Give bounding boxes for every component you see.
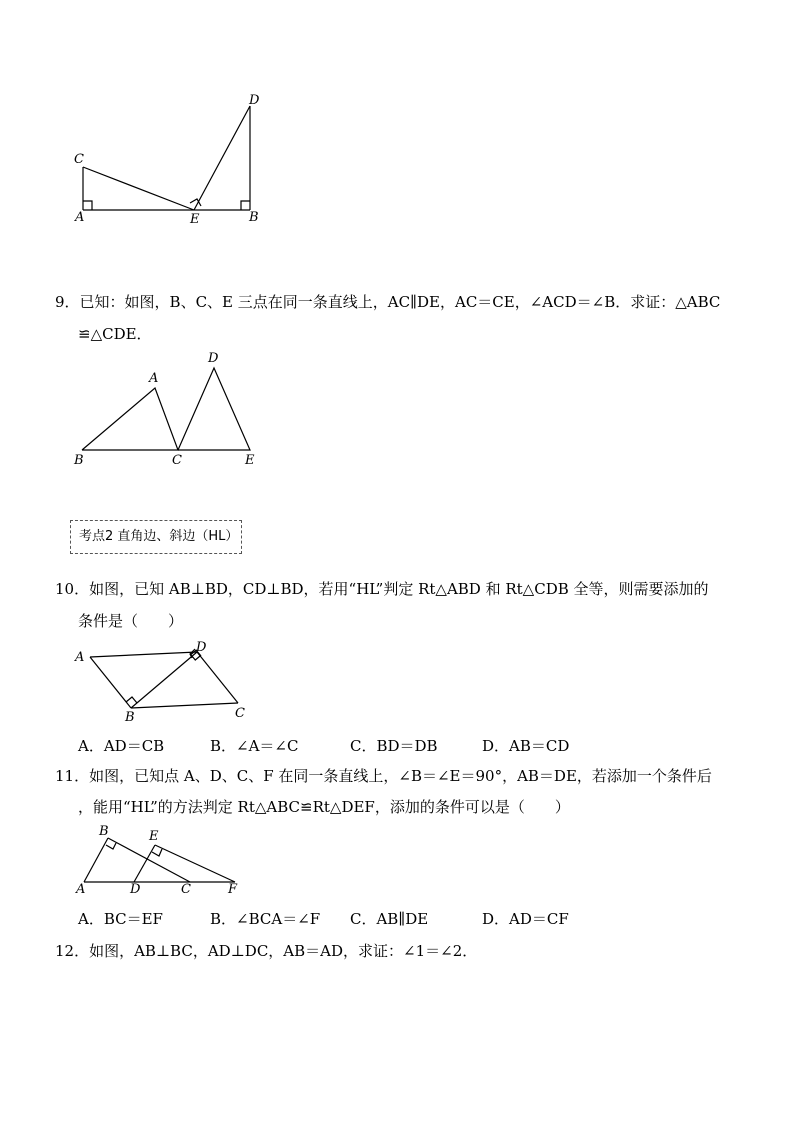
segment-BC bbox=[108, 838, 190, 882]
fig9-label-C: C bbox=[172, 453, 182, 468]
q11-line2: ，能用“HL”的方法判定 Rt△ABC≌Rt△DEF，添加的条件可以是（ ） bbox=[78, 798, 570, 816]
segment-EF bbox=[155, 845, 235, 882]
fig8-label-D: D bbox=[249, 93, 260, 108]
q9-line2: ≌△CDE． bbox=[78, 325, 152, 343]
fig8-label-B: B bbox=[249, 210, 259, 225]
fig9-label-D: D bbox=[208, 351, 219, 366]
q11-text-line1: 如图，已知点 A、D、C、F 在同一条直线上，∠B＝∠E＝90°，AB＝DE，若添加一个条件后 bbox=[89, 767, 712, 785]
q11-option-d[interactable]: D．AD＝CF bbox=[482, 910, 569, 928]
q9-number: 9． bbox=[55, 293, 80, 311]
fig8-label-A: A bbox=[75, 210, 85, 225]
q10-line2: 条件是（ ） bbox=[78, 612, 184, 630]
right-angle-mark-E bbox=[152, 849, 162, 856]
fig9-label-E: E bbox=[245, 453, 255, 468]
topic-box: 考点2 直角边、斜边（HL） bbox=[70, 520, 242, 554]
fig9-label-A: A bbox=[149, 371, 159, 386]
q12-number: 12． bbox=[55, 942, 90, 960]
right-angle-mark-B bbox=[106, 843, 116, 849]
fig11-label-E: E bbox=[149, 829, 159, 844]
fig10-label-A: A bbox=[75, 650, 85, 665]
fig8-label-E: E bbox=[190, 212, 200, 227]
q10-option-b[interactable]: B．∠A＝∠C bbox=[210, 737, 299, 755]
q10-number: 10． bbox=[55, 580, 90, 598]
fig11-label-A: A bbox=[76, 882, 86, 897]
q11-number: 11． bbox=[55, 767, 90, 785]
fig11-label-F: F bbox=[228, 882, 238, 897]
segment-AB bbox=[84, 838, 108, 882]
fig11-label-D: D bbox=[130, 882, 141, 897]
fig11-label-B: B bbox=[99, 824, 109, 839]
fig10-label-B: B bbox=[125, 710, 135, 725]
q11-option-c[interactable]: C．AB∥DE bbox=[350, 910, 429, 928]
fig10-label-D: D bbox=[196, 640, 207, 655]
q10-text-line1: 如图，已知 AB⊥BD，CD⊥BD，若用“HL”判定 Rt△ABD 和 Rt△CDB 全等，则需要添加的 bbox=[89, 580, 709, 598]
q11-option-a[interactable]: A．BC＝EF bbox=[78, 910, 163, 928]
fig8-label-C: C bbox=[74, 152, 84, 167]
q10-option-a[interactable]: A．AD＝CB bbox=[78, 737, 165, 755]
segment-DE bbox=[134, 845, 155, 882]
q10-option-d[interactable]: D．AB＝CD bbox=[482, 737, 570, 755]
q11-option-b[interactable]: B．∠BCA＝∠F bbox=[210, 910, 321, 928]
q12-text: 如图，AB⊥BC，AD⊥DC，AB＝AD，求证：∠1＝∠2． bbox=[89, 942, 478, 960]
fig11-label-C: C bbox=[181, 882, 191, 897]
q9-text-line1: 已知：如图，B、C、E 三点在同一条直线上，AC∥DE，AC＝CE，∠ACD＝∠B．求证：△ABC bbox=[79, 293, 721, 311]
q12-line bbox=[55, 940, 477, 962]
fig10-label-C: C bbox=[235, 706, 245, 721]
fig9-label-B: B bbox=[74, 453, 84, 468]
q10-option-c[interactable]: C．BD＝DB bbox=[350, 737, 438, 755]
